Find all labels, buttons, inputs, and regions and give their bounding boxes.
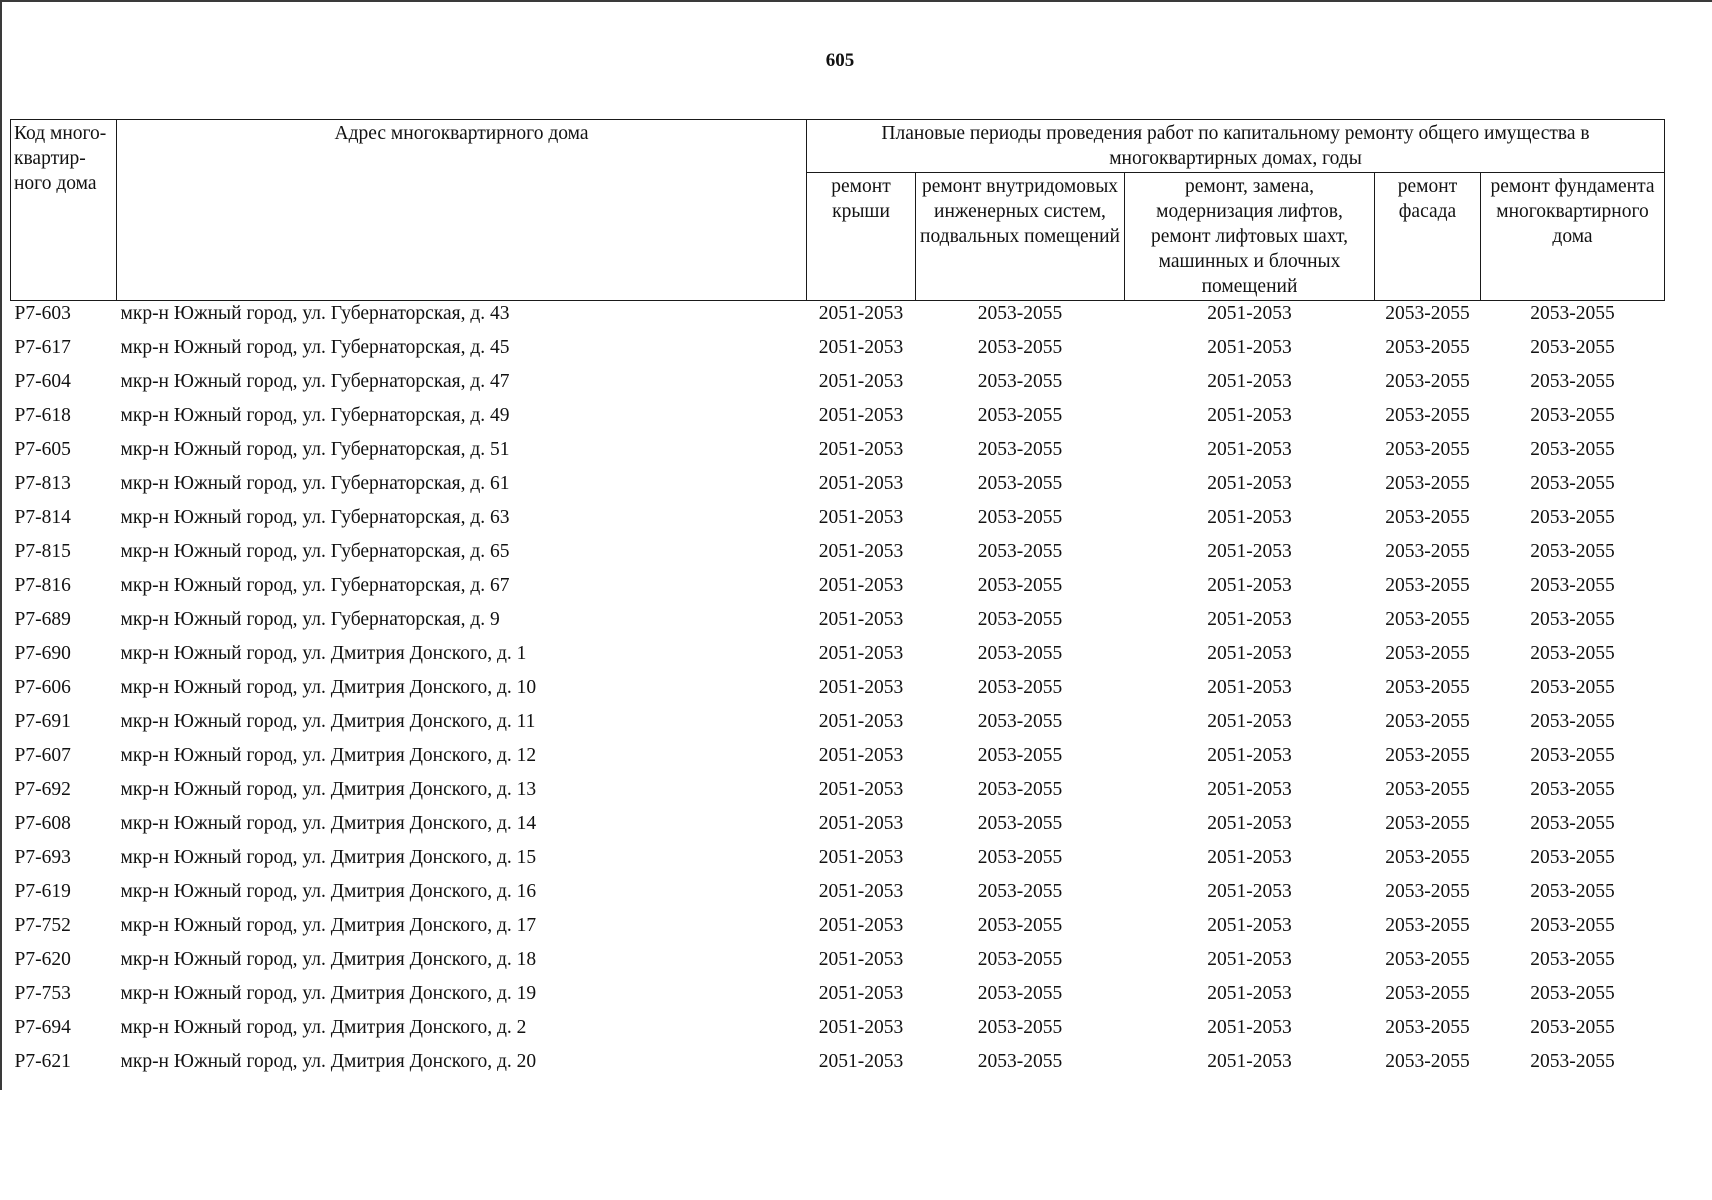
cell-address: мкр-н Южный город, ул. Дмитрия Донского, д. 16 [120,881,537,902]
cell-foundation: 2053-2055 [1530,983,1615,1004]
table-row [11,539,1665,573]
cell-facade: 2053-2055 [1385,405,1470,426]
cell-roof: 2051-2053 [818,1017,904,1038]
cell-lifts: 2051-2053 [1207,745,1292,766]
table-row [11,335,1665,369]
cell-roof: 2051-2053 [818,677,904,698]
cell-address: мкр-н Южный город, ул. Дмитрия Донского, д. 2 [120,1017,527,1038]
cell-code: Р7-619 [14,881,71,902]
cell-facade: 2053-2055 [1385,745,1470,766]
cell-facade: 2053-2055 [1385,473,1470,494]
cell-engineering: 2053-2055 [977,303,1063,324]
cell-foundation: 2053-2055 [1530,507,1615,528]
cell-facade: 2053-2055 [1385,643,1470,664]
cell-address: мкр-н Южный город, ул. Губернаторская, д. 63 [120,507,510,528]
cell-engineering: 2053-2055 [977,779,1063,800]
cell-roof: 2051-2053 [818,643,904,664]
cell-lifts: 2051-2053 [1207,1017,1292,1038]
header-lifts: ремонт, замена, модернизация лифтов, ремонт лифтовых шахт, машинных и блочных помещений [1125,173,1375,301]
cell-facade: 2053-2055 [1385,677,1470,698]
cell-engineering: 2053-2055 [977,507,1063,528]
cell-foundation: 2053-2055 [1530,745,1615,766]
header-periods-group: Плановые периоды проведения работ по капитальному ремонту общего имущества в многоквартирных домах, годы [807,120,1665,173]
cell-roof: 2051-2053 [818,507,904,528]
cell-address: мкр-н Южный город, ул. Дмитрия Донского, д. 17 [120,915,537,936]
cell-facade: 2053-2055 [1385,1017,1470,1038]
cell-engineering: 2053-2055 [977,575,1063,596]
cell-facade: 2053-2055 [1385,303,1470,324]
cell-lifts: 2051-2053 [1207,371,1292,392]
cell-address: мкр-н Южный город, ул. Дмитрия Донского, д. 14 [120,813,537,834]
cell-address: мкр-н Южный город, ул. Дмитрия Донского, д. 18 [120,949,537,970]
cell-roof: 2051-2053 [818,813,904,834]
cell-address: мкр-н Южный город, ул. Губернаторская, д. 65 [120,541,510,562]
cell-foundation: 2053-2055 [1530,405,1615,426]
cell-foundation: 2053-2055 [1530,1017,1615,1038]
cell-roof: 2051-2053 [818,473,904,494]
cell-facade: 2053-2055 [1385,847,1470,868]
table-row [11,301,1665,336]
cell-facade: 2053-2055 [1385,439,1470,460]
table-row [11,403,1665,437]
cell-foundation: 2053-2055 [1530,643,1615,664]
cell-address: мкр-н Южный город, ул. Губернаторская, д. 61 [120,473,510,494]
cell-lifts: 2051-2053 [1207,609,1292,630]
cell-code: Р7-605 [14,439,71,460]
cell-lifts: 2051-2053 [1207,881,1292,902]
cell-code: Р7-691 [14,711,71,732]
cell-roof: 2051-2053 [818,609,904,630]
table-row [11,607,1665,641]
cell-lifts: 2051-2053 [1207,507,1292,528]
table-row [11,777,1665,811]
cell-foundation: 2053-2055 [1530,439,1615,460]
cell-code: Р7-689 [14,609,71,630]
table-row [11,369,1665,403]
cell-code: Р7-618 [14,405,71,426]
cell-engineering: 2053-2055 [977,371,1063,392]
cell-facade: 2053-2055 [1385,711,1470,732]
cell-lifts: 2051-2053 [1207,405,1292,426]
cell-code: Р7-813 [14,473,71,494]
cell-roof: 2051-2053 [818,711,904,732]
cell-code: Р7-606 [14,677,71,698]
cell-roof: 2051-2053 [818,847,904,868]
cell-address: мкр-н Южный город, ул. Губернаторская, д. 47 [120,371,510,392]
cell-facade: 2053-2055 [1385,881,1470,902]
cell-code: Р7-620 [14,949,71,970]
table-row [11,845,1665,879]
cell-engineering: 2053-2055 [977,473,1063,494]
cell-lifts: 2051-2053 [1207,643,1292,664]
cell-foundation: 2053-2055 [1530,541,1615,562]
cell-lifts: 2051-2053 [1207,915,1292,936]
cell-engineering: 2053-2055 [977,439,1063,460]
cell-lifts: 2051-2053 [1207,711,1292,732]
cell-code: Р7-621 [14,1051,71,1072]
cell-roof: 2051-2053 [818,881,904,902]
cell-code: Р7-617 [14,337,71,358]
cell-code: Р7-603 [14,303,71,324]
cell-code: Р7-693 [14,847,71,868]
header-facade: ремонт фасада [1375,173,1481,301]
cell-lifts: 2051-2053 [1207,1051,1292,1072]
cell-roof: 2051-2053 [818,303,904,324]
cell-engineering: 2053-2055 [977,1051,1063,1072]
scan-border-top [0,0,1712,2]
cell-engineering: 2053-2055 [977,983,1063,1004]
cell-roof: 2051-2053 [818,575,904,596]
cell-engineering: 2053-2055 [977,609,1063,630]
cell-lifts: 2051-2053 [1207,473,1292,494]
capital-repair-schedule-table [10,119,1665,1083]
table-row [11,437,1665,471]
table-body [11,301,1665,1084]
cell-facade: 2053-2055 [1385,949,1470,970]
table-header [11,120,1665,301]
cell-facade: 2053-2055 [1385,813,1470,834]
cell-engineering: 2053-2055 [977,405,1063,426]
cell-facade: 2053-2055 [1385,541,1470,562]
table-row [11,573,1665,607]
cell-foundation: 2053-2055 [1530,473,1615,494]
cell-address: мкр-н Южный город, ул. Дмитрия Донского, д. 15 [120,847,537,868]
cell-engineering: 2053-2055 [977,915,1063,936]
table-row [11,641,1665,675]
cell-foundation: 2053-2055 [1530,847,1615,868]
cell-foundation: 2053-2055 [1530,915,1615,936]
header-roof: ремонт крыши [807,173,916,301]
cell-foundation: 2053-2055 [1530,677,1615,698]
cell-roof: 2051-2053 [818,337,904,358]
table-row [11,811,1665,845]
page-number: 605 [825,50,855,71]
cell-roof: 2051-2053 [818,983,904,1004]
cell-address: мкр-н Южный город, ул. Дмитрия Донского, д. 11 [120,711,536,732]
cell-engineering: 2053-2055 [977,881,1063,902]
table-row [11,675,1665,709]
cell-facade: 2053-2055 [1385,507,1470,528]
cell-roof: 2051-2053 [818,949,904,970]
cell-lifts: 2051-2053 [1207,337,1292,358]
cell-address: мкр-н Южный город, ул. Губернаторская, д. 67 [120,575,510,596]
cell-facade: 2053-2055 [1385,779,1470,800]
cell-engineering: 2053-2055 [977,813,1063,834]
cell-code: Р7-814 [14,507,71,528]
cell-engineering: 2053-2055 [977,711,1063,732]
cell-code: Р7-692 [14,779,71,800]
cell-foundation: 2053-2055 [1530,609,1615,630]
cell-lifts: 2051-2053 [1207,813,1292,834]
cell-facade: 2053-2055 [1385,609,1470,630]
cell-engineering: 2053-2055 [977,541,1063,562]
header-address: Адрес многоквартирного дома [117,120,807,301]
cell-address: мкр-н Южный город, ул. Губернаторская, д. 51 [120,439,510,460]
cell-engineering: 2053-2055 [977,847,1063,868]
cell-lifts: 2051-2053 [1207,541,1292,562]
cell-engineering: 2053-2055 [977,677,1063,698]
cell-roof: 2051-2053 [818,541,904,562]
table-row [11,981,1665,1015]
cell-code: Р7-607 [14,745,71,766]
table-row [11,743,1665,777]
cell-roof: 2051-2053 [818,371,904,392]
cell-foundation: 2053-2055 [1530,881,1615,902]
header-foundation: ремонт фундамента многоквартирного дома [1481,173,1665,301]
cell-engineering: 2053-2055 [977,745,1063,766]
cell-code: Р7-690 [14,643,71,664]
cell-address: мкр-н Южный город, ул. Губернаторская, д. 9 [120,609,500,630]
cell-lifts: 2051-2053 [1207,303,1292,324]
cell-lifts: 2051-2053 [1207,439,1292,460]
cell-foundation: 2053-2055 [1530,949,1615,970]
table-row [11,1015,1665,1049]
cell-facade: 2053-2055 [1385,337,1470,358]
header-engineering: ремонт внутридомовых инженерных систем, подвальных помещений [916,173,1125,301]
cell-lifts: 2051-2053 [1207,983,1292,1004]
cell-foundation: 2053-2055 [1530,337,1615,358]
cell-address: мкр-н Южный город, ул. Дмитрия Донского, д. 12 [120,745,537,766]
cell-address: мкр-н Южный город, ул. Дмитрия Донского, д. 1 [120,643,527,664]
cell-facade: 2053-2055 [1385,983,1470,1004]
cell-lifts: 2051-2053 [1207,949,1292,970]
cell-code: Р7-816 [14,575,71,596]
cell-roof: 2051-2053 [818,439,904,460]
cell-facade: 2053-2055 [1385,915,1470,936]
cell-roof: 2051-2053 [818,779,904,800]
cell-address: мкр-н Южный город, ул. Губернаторская, д. 45 [120,337,510,358]
cell-code: Р7-694 [14,1017,71,1038]
cell-roof: 2051-2053 [818,405,904,426]
table-row [11,471,1665,505]
cell-code: Р7-752 [14,915,71,936]
table-row [11,1049,1665,1083]
cell-address: мкр-н Южный город, ул. Губернаторская, д. 43 [120,303,510,324]
header-code: Код много-квартир-ного дома [11,120,117,301]
cell-facade: 2053-2055 [1385,371,1470,392]
cell-address: мкр-н Южный город, ул. Дмитрия Донского, д. 13 [120,779,537,800]
cell-lifts: 2051-2053 [1207,847,1292,868]
cell-address: мкр-н Южный город, ул. Дмитрия Донского, д. 10 [120,677,537,698]
cell-address: мкр-н Южный город, ул. Губернаторская, д. 49 [120,405,510,426]
table-row [11,709,1665,743]
scan-border-left [0,0,2,1090]
cell-engineering: 2053-2055 [977,1017,1063,1038]
cell-code: Р7-608 [14,813,71,834]
cell-facade: 2053-2055 [1385,1051,1470,1072]
cell-roof: 2051-2053 [818,1051,904,1072]
cell-roof: 2051-2053 [818,915,904,936]
cell-engineering: 2053-2055 [977,643,1063,664]
cell-foundation: 2053-2055 [1530,303,1615,324]
cell-engineering: 2053-2055 [977,337,1063,358]
cell-code: Р7-604 [14,371,71,392]
cell-code: Р7-815 [14,541,71,562]
cell-engineering: 2053-2055 [977,949,1063,970]
cell-foundation: 2053-2055 [1530,575,1615,596]
cell-foundation: 2053-2055 [1530,1051,1615,1072]
cell-address: мкр-н Южный город, ул. Дмитрия Донского, д. 19 [120,983,537,1004]
cell-address: мкр-н Южный город, ул. Дмитрия Донского, д. 20 [120,1051,537,1072]
table-row [11,913,1665,947]
cell-foundation: 2053-2055 [1530,371,1615,392]
cell-code: Р7-753 [14,983,71,1004]
table-row [11,505,1665,539]
cell-lifts: 2051-2053 [1207,575,1292,596]
cell-foundation: 2053-2055 [1530,813,1615,834]
cell-facade: 2053-2055 [1385,575,1470,596]
table-row [11,879,1665,913]
cell-lifts: 2051-2053 [1207,779,1292,800]
cell-foundation: 2053-2055 [1530,779,1615,800]
cell-foundation: 2053-2055 [1530,711,1615,732]
table-row [11,947,1665,981]
cell-lifts: 2051-2053 [1207,677,1292,698]
cell-roof: 2051-2053 [818,745,904,766]
